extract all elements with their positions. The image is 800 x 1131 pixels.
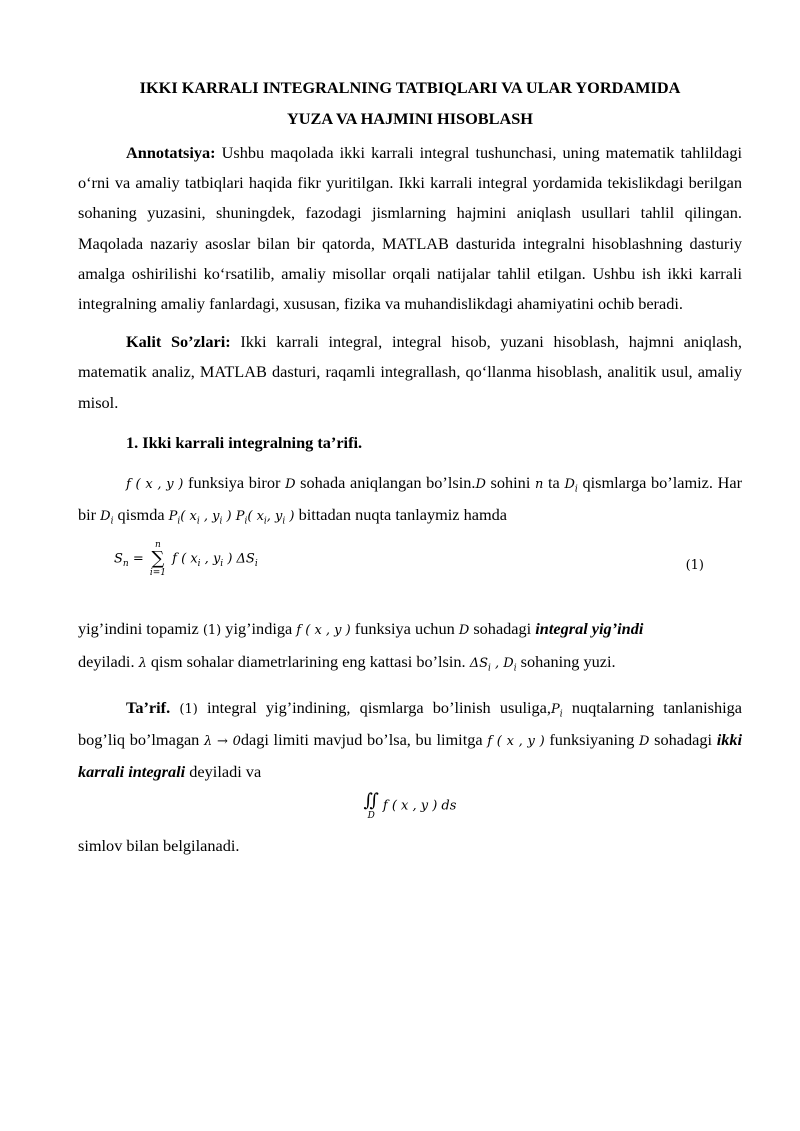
math-Pi-xiyi: $P_i$( $x_i$ , $y_i$ ) $P_i$( $x_i$, $y_i$ ) [168,509,295,527]
closing-line: simlov bilan belgilanadi. [78,836,240,856]
math-D: D [285,477,296,493]
sum-formula: $S_n$ = n ∑ i=1 f ( $x_i$ , $y_i$ ) $\Delta S_i$ [114,540,258,579]
paper-title [78,72,742,134]
abstract-text: Ushbu maqolada ikki karrali integral tushunchasi, uning matematik tahlildagi o‘rni va amaliy tatbiqlari haqida fikr yuritilgan. Ikki karrali integral yordamida tekislikdagi berilgan sohaning yuzasini, shuningdek, fazodagi jismlarning hajmini aniqlash usullari tahlil qilingan. Maqolada nazariy asoslar bilan bir qatorda, MATLAB dasturida integralni hisoblashning dasturiy amalga oshirilishi ko‘rsatilib, amaliy misollar orqali natijalar tahlil etilgan. Ushbu ish ikki karrali integralning amaliy fanlardagi, xususan, fizika va muhandislikdagi ahamiyatini ochib beradi. [78,143,742,314]
integral-sum-paragraph: yig’indini topamiz (1) yig’indiga f ( x , y ) funksiya uchun D sohadagi integral yig’indi deyiladi. λ qism sohalar diametrlarining eng kattasi bo’lsin. $\Delta S_i$ , $D_i$ sohaning yuzi. [78,619,644,674]
math-fxy: f ( x , y ) [126,477,184,493]
math-D: D [458,623,470,639]
definition-label: Ta’rif. [126,697,171,717]
abstract-paragraph [78,138,742,319]
section-heading-1: 1. Ikki karrali integralning ta’rifi. [126,432,363,452]
math-lambda-to-zero: λ → 0 [204,734,241,750]
abstract-label: Annotatsiya: [126,143,216,162]
math-Di: $D_i$ [100,509,114,527]
title-line-1: IKKI KARRALI INTEGRALNING TATBIQLARI VA ULAR YORDAMIDA [139,78,681,97]
math-n: n [535,477,544,493]
math-D: D [639,734,650,750]
math-fxy: f ( x , y ) [296,623,351,639]
keywords-text: Ikki karrali integral, integral hisob, yuzani hisoblash, hajmni aniqlash, matematik analiz, MATLAB dasturi, raqamli integrallash, qo‘llanma hisoblash, analitik usul, amaliy misol. [78,332,743,412]
keywords-label: Kalit So’zlari: [126,332,231,352]
double-integral-symbol: ∬ D [363,790,379,822]
title-line-2: YUZA VA HAJMINI HISOBLASH [287,109,533,128]
formula-1 [78,532,742,614]
term-integral-sum: integral yig’indi [535,619,644,639]
math-eq-ref: (1) [179,701,198,717]
term-double-integral: ikki karrali integrali [78,730,743,782]
math-Di: $D_i$ [564,477,578,495]
keywords-paragraph [78,327,742,418]
integral-body: f ( x , y ) ds [382,799,457,815]
math-dSi-Di: $\Delta S_i$ , $D_i$ [469,655,517,674]
definition-setup-paragraph: f ( x , y ) funksiya biror D sohada aniqlangan bo’lsin.D sohini n ta $D_i$ qismlarga bo’lamiz. Har bir $D_i$ qismda $P_i$( $x_i$ , $y_i$ ) $P_i$( $x_i$, $y_i$ ) bittadan nuqta tanlaymiz hamda [78,473,743,527]
definition-paragraph: Ta’rif. (1) integral yig’indining, qismlarga bo’linish $usuliga,P_i$ nuqtalarning tanlanishiga bog’liq bo’lmagan λ → 0dagi limiti mavjud bo’lsa, bu limitga f ( x , y ) funksiyaning D sohadagi ikki karrali integrali deyiladi va [78,697,743,782]
equation-number: (1) [685,558,704,574]
math-Pi: $P_i$ [550,701,563,720]
math-D: D [475,477,486,493]
math-fxy: f ( x , y ) [487,734,545,750]
math-eq-ref: (1) [202,623,222,639]
sigma-symbol: n ∑ i=1 [149,540,167,579]
document-page [78,72,742,862]
math-lambda: λ [138,655,147,671]
double-integral-formula [78,791,742,821]
